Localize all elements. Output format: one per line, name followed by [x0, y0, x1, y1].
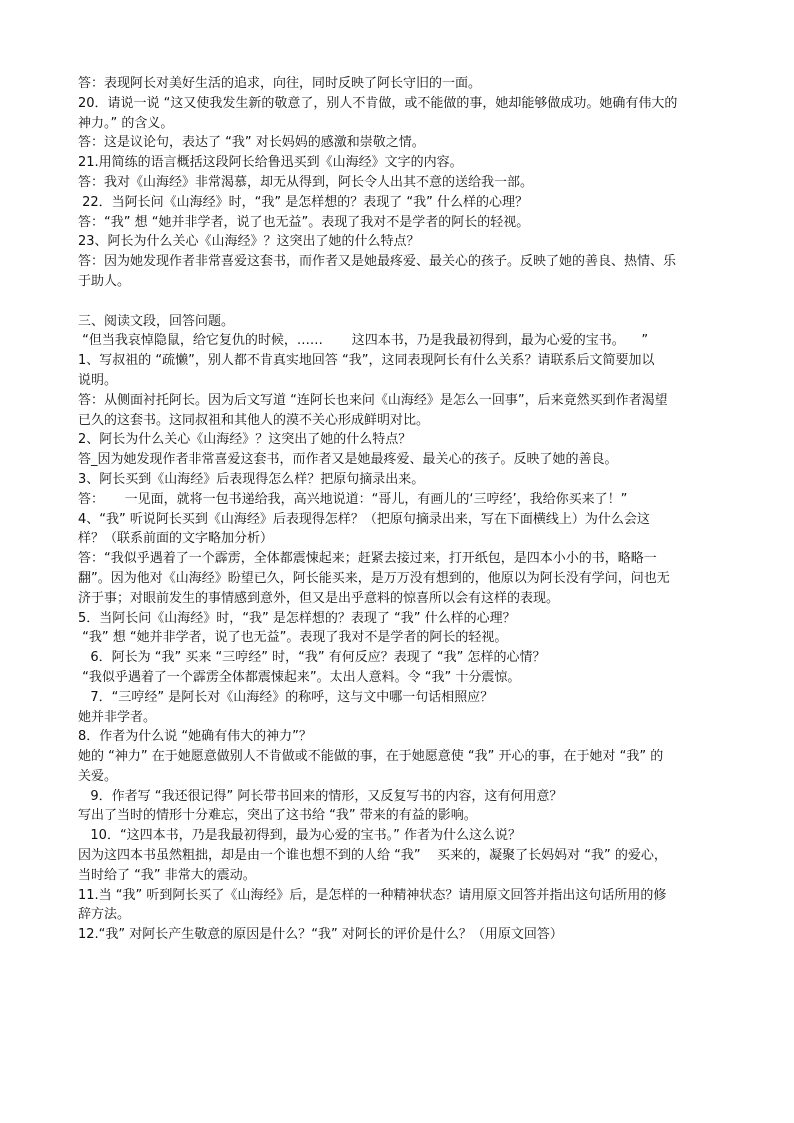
text-line: 答：表现阿长对美好生活的追求，向往，同时反映了阿长守旧的一面。	[78, 76, 482, 91]
text-line: 答：因为她发现作者非常喜爱这套书，而作者又是她最疼爱、最关心的孩子。反映了她的善良、热情、乐	[78, 254, 677, 270]
text-line: 21.用简练的语言概括这段阿长给鲁迅买到《山海经》文字的内容。	[78, 155, 463, 171]
text-line: “我” 想 “她并非学者，说了也无益”。表现了我对不是学者的阿长的轻视。	[78, 630, 508, 646]
text-line: 23、阿长为什么关心《山海经》？这突出了她的什么特点？	[78, 234, 420, 250]
text-line: 9．作者写 “我还很记得” 阿长带书回来的情形，又反复写书的内容，这有何用意？	[78, 788, 563, 804]
text-line: 关爱。	[78, 768, 118, 784]
text-line: 答： 一见面，就将一包书递给我，高兴地说道：“哥儿，有画儿的‘三哼经’，我给你买来了！”	[78, 491, 628, 507]
text-line: 2、阿长为什么关心《山海经》？这突出了她的什么特点？	[78, 432, 412, 448]
text-line: 7．“三哼经” 是阿长对《山海经》的称呼，这与文中哪一句话相照应？	[78, 689, 494, 705]
text-line: 于助人。	[78, 273, 131, 289]
text-line: 样？（联系前面的文字略加分析）	[78, 531, 274, 547]
text-line: 她的 “神力” 在于她愿意做别人不肯做或不能做的事，在于她愿意使 “我” 开心的事，在于她对 “我” 的	[78, 749, 664, 765]
text-line: 她并非学者。	[78, 709, 157, 725]
text-line: 翻”。因为他对《山海经》盼望已久，阿长能买来，是万万没有想到的，他原以为阿长没有学问，问也无	[78, 570, 670, 586]
text-line: 辞方法。	[78, 907, 131, 923]
text-line: 神力。” 的含义。	[78, 115, 174, 131]
text-line: 22．当阿长问《山海经》时，“我” 是怎样想的？表现了 “我” 什么样的心理？	[78, 194, 529, 210]
text-line: 济于事；对眼前发生的事情感到意外，但又是出乎意料的惊喜所以会有这样的表现。	[78, 590, 560, 606]
text-line: 说明。	[78, 372, 118, 388]
blank-line	[78, 292, 728, 312]
text-line: 1、写叔祖的 “疏懒”，别人都不肯真实地回答 “我”，这同表现阿长有什么关系？请联系后文简要加以	[78, 353, 655, 369]
text-line: 20．请说一说 “这又使我发生新的敬意了，别人不肯做，或不能做的事，她却能够做成功。她确有伟大的	[78, 95, 678, 111]
text-line: 11.当 “我” 听到阿长买了《山海经》后，是怎样的一种精神状态？请用原文回答并指出这句话所用的修	[78, 887, 667, 903]
text-line: 12.“我” 对阿长产生敬意的原因是什么？“我” 对阿长的评价是什么？（用原文回答）	[78, 927, 563, 943]
text-line: “但当我哀悼隐鼠，给它复仇的时候，…… 这四本书，乃是我最初得到，最为心爱的宝书。 ”	[78, 333, 649, 349]
text-line: 6．阿长为 “我” 买来 “三哼经” 时，“我” 有何反应？表现了 “我” 怎样的心情？	[78, 650, 546, 666]
document-page	[78, 74, 728, 945]
text-line: 当时给了 “我” 非常大的震动。	[78, 867, 256, 883]
text-line: 4、“我” 听说阿长买到《山海经》后表现得怎样？（把原句摘录出来，写在下面横线上）为什么会这	[78, 511, 650, 527]
text-line: 答：“我” 想 “她并非学者，说了也无益”。表现了我对不是学者的阿长的轻视。	[78, 214, 530, 230]
text-line: 答：“我似乎遇着了一个霹雳，全体都震悚起来；赶紧去接过来，打开纸包，是四本小小的书，略略一	[78, 551, 657, 567]
text-line: 答：这是议论句，表达了 “我” 对长妈妈的感激和崇敬之情。	[78, 135, 425, 151]
text-line: 已久的这套书。这同叔祖和其他人的漠不关心形成鲜明对比。	[78, 412, 430, 428]
text-line: “我似乎遇着了一个霹雳全体都震悚起来”。太出人意料。令 “我” 十分震惊。	[78, 669, 521, 685]
section-heading: 三、阅读文段，回答问题。	[78, 313, 235, 329]
text-line: 答：从侧面衬托阿长。因为后文写道 “连阿长也来问《山海经》是怎么一回事”，后来竟然买到作者渴望	[78, 392, 668, 408]
text-line: 8．作者为什么说 “她确有伟大的神力”？	[78, 729, 312, 745]
text-line: 5．当阿长问《山海经》时，“我” 是怎样想的？表现了 “我” 什么样的心理？	[78, 610, 516, 626]
text-line: 3、阿长买到《山海经》后表现得怎么样？把原句摘录出来。	[78, 471, 425, 487]
text-line: 因为这四本书虽然粗拙，却是由一个谁也想不到的人给 “我” 买来的，凝聚了长妈妈对 “我” 的爱心，	[78, 848, 667, 864]
text-line: 答_因为她发现作者非常喜爱这套书，而作者又是她最疼爱、最关心的孩子。反映了她的善良。	[78, 452, 618, 468]
text-line: 答：我对《山海经》非常渴慕，却无从得到，阿长令人出其不意的送给我一部。	[78, 174, 534, 190]
text-line: 写出了当时的情形十分难忘，突出了这书给 “我” 带来的有益的影响。	[78, 808, 477, 824]
text-line: 10．“这四本书，乃是我最初得到，最为心爱的宝书。” 作者为什么这么说？	[78, 828, 522, 844]
